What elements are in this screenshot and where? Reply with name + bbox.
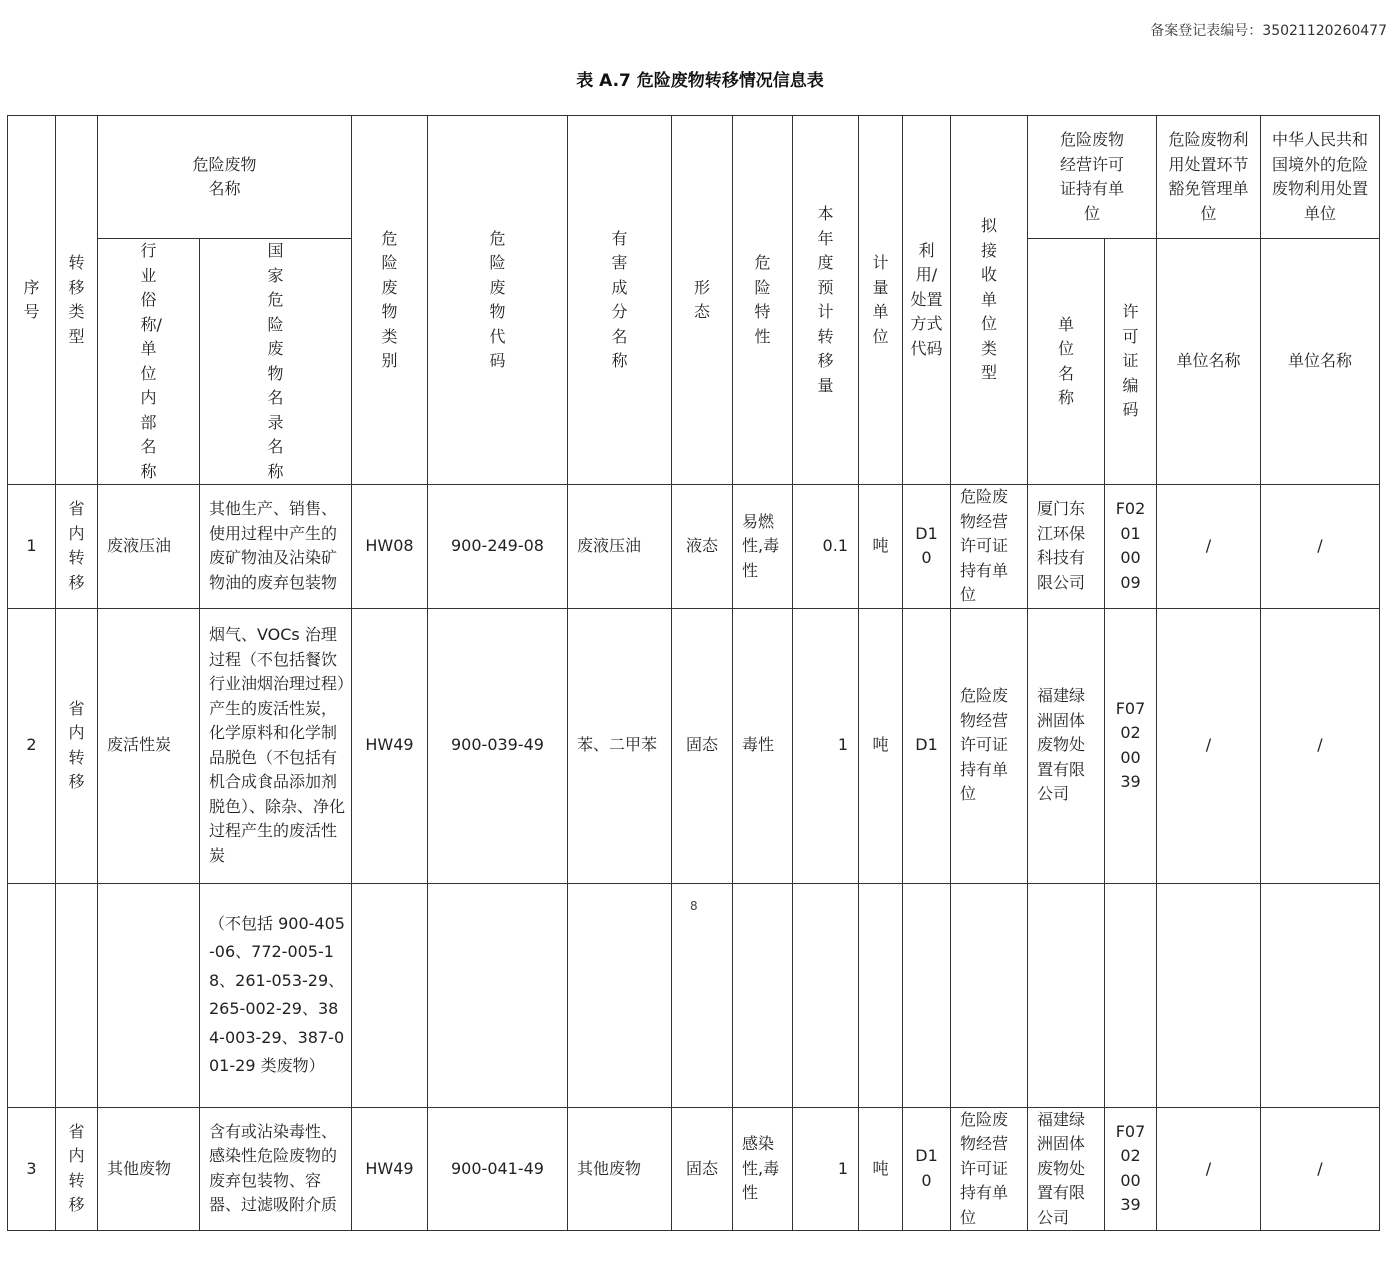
cell-empty — [1028, 883, 1105, 1107]
cell-harmful: 废液压油 — [568, 485, 672, 609]
header-receiver-type: 拟接收单位类型 — [951, 116, 1028, 485]
cell-property: 感染性,毒性 — [733, 1107, 793, 1231]
cell-property: 易燃性,毒性 — [733, 485, 793, 609]
cell-foreign: / — [1261, 1107, 1380, 1231]
header-foreign-group: 中华人民共和国境外的危险废物利用处置单位 — [1261, 116, 1380, 239]
cell-method: D10 — [903, 1107, 951, 1231]
cell-category: HW08 — [352, 485, 428, 609]
cell-method: D10 — [903, 485, 951, 609]
cell-transfer-type: 省内转移 — [56, 485, 98, 609]
cell-empty — [428, 883, 568, 1107]
table-row — [8, 485, 1380, 609]
cell-foreign: / — [1261, 485, 1380, 609]
cell-license-no: F07020039 — [1105, 608, 1157, 883]
waste-transfer-table — [7, 115, 1380, 1231]
header-property: 危险特性 — [733, 116, 793, 485]
cell-foreign: / — [1261, 608, 1380, 883]
cell-amount: 0.1 — [793, 485, 859, 609]
header-foreign-unit-name: 单位名称 — [1261, 239, 1380, 485]
page-number: 8 — [690, 899, 698, 913]
cell-empty — [1105, 883, 1157, 1107]
cell-unit: 吨 — [859, 485, 903, 609]
cell-category: HW49 — [352, 608, 428, 883]
cell-national-name: 烟气、VOCs 治理过程（不包括餐饮行业油烟治理过程）产生的废活性炭，化学原料和化学制品脱色（不包括有机合成食品添加剂脱色）、除杂、净化过程产生的废活性炭 — [200, 608, 352, 883]
cell-empty — [951, 883, 1028, 1107]
header-harmful: 有害成分名称 — [568, 116, 672, 485]
header-exempt-unit-name: 单位名称 — [1157, 239, 1261, 485]
header-code: 危险废物代码 — [428, 116, 568, 485]
header-exempt-group: 危险废物利用处置环节豁免管理单位 — [1157, 116, 1261, 239]
table-row — [8, 608, 1380, 883]
cell-empty — [903, 883, 951, 1107]
header-waste-name-group: 危险废物名称 — [98, 116, 352, 239]
cell-code: 900-249-08 — [428, 485, 568, 609]
cell-national-name-continued: （不包括 900-405-06、772-005-18、261-053-29、265-002-29、384-003-29、387-001-29 类废物） — [200, 883, 352, 1107]
table-row-continuation — [8, 883, 1380, 1107]
cell-unit: 吨 — [859, 1107, 903, 1231]
cell-seq: 2 — [8, 608, 56, 883]
header-amount: 本年度预计转移量 — [793, 116, 859, 485]
cell-empty — [793, 883, 859, 1107]
cell-license-unit: 福建绿洲固体废物处置有限公司 — [1028, 608, 1105, 883]
cell-national-name: 含有或沾染毒性、感染性危险废物的废弃包装物、容器、过滤吸附介质 — [200, 1107, 352, 1231]
cell-exempt: / — [1157, 485, 1261, 609]
page-title: 表 A.7 危险废物转移情况信息表 — [576, 71, 824, 91]
cell-industry-name: 其他废物 — [98, 1107, 200, 1231]
cell-empty — [8, 883, 56, 1107]
header-method: 利用/处置方式代码 — [903, 116, 951, 485]
header-license-no: 许可证编码 — [1105, 239, 1157, 485]
cell-form: 固态 — [672, 1107, 733, 1231]
cell-harmful: 苯、二甲苯 — [568, 608, 672, 883]
cell-empty — [1261, 883, 1380, 1107]
cell-industry-name: 废液压油 — [98, 485, 200, 609]
header-transfer-type: 转移类型 — [56, 116, 98, 485]
cell-property: 毒性 — [733, 608, 793, 883]
registration-number: 备案登记表编号：35021120260477 — [1150, 23, 1387, 39]
header-license-unit-name: 单位名称 — [1028, 239, 1105, 485]
cell-empty — [733, 883, 793, 1107]
cell-amount: 1 — [793, 608, 859, 883]
cell-license-unit: 福建绿洲固体废物处置有限公司 — [1028, 1107, 1105, 1231]
cell-category: HW49 — [352, 1107, 428, 1231]
cell-empty — [352, 883, 428, 1107]
cell-license-no: F02010009 — [1105, 485, 1157, 609]
table-row — [8, 1107, 1380, 1231]
cell-empty — [1157, 883, 1261, 1107]
cell-amount: 1 — [793, 1107, 859, 1231]
header-row-top — [8, 116, 1380, 239]
header-license-group: 危险废物经营许可证持有单位 — [1028, 116, 1157, 239]
cell-industry-name: 废活性炭 — [98, 608, 200, 883]
cell-exempt: / — [1157, 1107, 1261, 1231]
cell-transfer-type: 省内转移 — [56, 1107, 98, 1231]
cell-seq: 3 — [8, 1107, 56, 1231]
header-unit: 计量单位 — [859, 116, 903, 485]
cell-harmful: 其他废物 — [568, 1107, 672, 1231]
cell-empty — [568, 883, 672, 1107]
cell-empty — [859, 883, 903, 1107]
header-form: 形态 — [672, 116, 733, 485]
cell-receiver-type: 危险废物经营许可证持有单位 — [951, 608, 1028, 883]
cell-receiver-type: 危险废物经营许可证持有单位 — [951, 1107, 1028, 1231]
cell-method: D1 — [903, 608, 951, 883]
cell-receiver-type: 危险废物经营许可证持有单位 — [951, 485, 1028, 609]
cell-empty — [56, 883, 98, 1107]
cell-code: 900-041-49 — [428, 1107, 568, 1231]
cell-form: 固态 — [672, 608, 733, 883]
cell-transfer-type: 省内转移 — [56, 608, 98, 883]
header-industry-name: 行业俗称/单位内部名称 — [98, 239, 200, 485]
header-category: 危险废物类别 — [352, 116, 428, 485]
cell-national-name: 其他生产、销售、使用过程中产生的废矿物油及沾染矿物油的废弃包装物 — [200, 485, 352, 609]
cell-code: 900-039-49 — [428, 608, 568, 883]
cell-seq: 1 — [8, 485, 56, 609]
cell-exempt: / — [1157, 608, 1261, 883]
header-seq: 序号 — [8, 116, 56, 485]
cell-unit: 吨 — [859, 608, 903, 883]
cell-empty — [672, 883, 733, 1107]
cell-empty — [98, 883, 200, 1107]
cell-license-no: F07020039 — [1105, 1107, 1157, 1231]
cell-form: 液态 — [672, 485, 733, 609]
header-national-name: 国家危险废物名录名称 — [200, 239, 352, 485]
cell-license-unit: 厦门东江环保科技有限公司 — [1028, 485, 1105, 609]
